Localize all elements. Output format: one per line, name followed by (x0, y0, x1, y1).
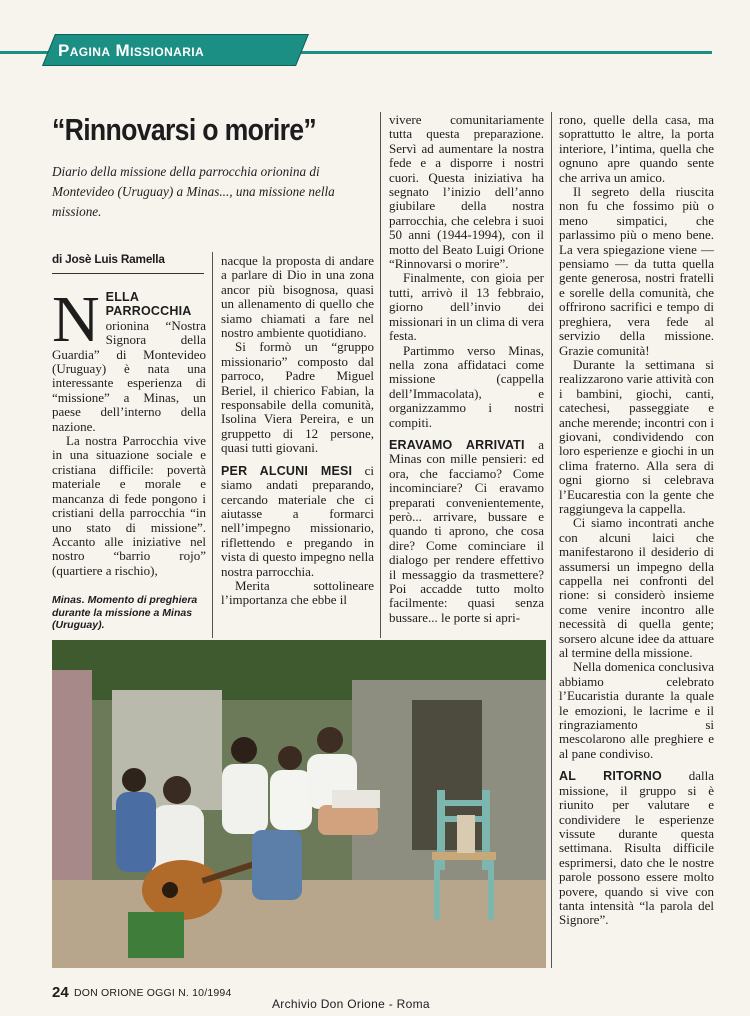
chair-leg (488, 860, 494, 920)
paragraph: Finalmente, con gioia per tutti, arrivò il 13 febbraio, giorno dell’invio dei missionari in un clima di vera festa. (389, 270, 544, 344)
person-head (163, 776, 191, 804)
guitar-soundhole (162, 882, 178, 898)
paragraph-text: orionina “Nostra Signora della Guardia” di Montevideo (Uruguay) è nata una interessante esperienza di “missione” a Minas, un paese dell’interno della nazione. (52, 317, 206, 434)
person-jeans (252, 830, 302, 900)
paragraph: nacque la proposta di andare a parlare di Dio in una zona ancor più bisognosa, quasi un allenamento di quello che siamo chiamati a fare nel nostro ambiente quotidiano. (221, 253, 374, 341)
chair-seat (432, 852, 496, 860)
text-column-1 (52, 283, 206, 590)
page-number: 24 (52, 984, 69, 1001)
text-column-4 (559, 113, 714, 968)
paragraph (52, 283, 206, 434)
drop-cap: N (52, 283, 100, 356)
photo-prayer-group (52, 640, 546, 968)
person-legs (318, 805, 378, 835)
person-head (317, 727, 343, 753)
paragraph: Ci siamo incontrati anche con alcuni laici che manifestarono il desiderio di assumersi un impegno della cappella nei confronti del rione: si considerò insieme come venire incontro alle necessità di quella gente; sorsero alcune idee da attuare al termine della missione. (559, 515, 714, 661)
paragraph-text: ci siamo andati preparando, cercando materiale che ci aiutasse a formarci nell’impegno missionario, riflettendo e pregando in vista di questo impegno nella nostra parrocchia. (221, 462, 374, 579)
photo-illustration (52, 640, 546, 968)
candle-stand (457, 815, 475, 853)
paragraph: Durante la settimana si realizzarono varie attività con i bambini, giochi, canti, catechesi, passeggiate e anche merende; incontri con i giovani, condividendo con loro esperienze e giochi in un clima fraterno. Alla sera di ogni giorno si celebrava l’Eucarestia con la gente che raggiungeva la cappella. (559, 356, 714, 516)
paragraph: Si formò un “gruppo missionario” composto dal parroco, Padre Miguel Beriel, il chierico Fabian, la responsabile della comunità, Isolina Viera Pereira, e un gruppetto di 12 persone, quasi tutti giovani. (221, 339, 374, 456)
person-blue-shirt (116, 792, 156, 872)
column-divider (380, 112, 381, 638)
column-divider (551, 112, 552, 968)
person-head (278, 746, 302, 770)
magazine-issue: DON ORIONE OGGI N. 10/1994 (74, 987, 232, 999)
archive-watermark: Archivio Don Orione - Roma (272, 997, 430, 1011)
paragraph-text: a Minas con mille pensieri: ed ora, che facciamo? Come incominciare? Ci eravamo preparati convenientemente, però... arrivare, bussare e quando ti aprono, che cosa dire? Come cominciare il dialogo per rendere effettivo il messaggio da trasmettere? Poi accadde tutto molto facilmente: quasi senza bussare... le porte si apri- (389, 436, 544, 625)
lead-in: ELLA PARROCCHIA (105, 290, 192, 319)
paragraph: Merita sottolineare l’importanza che ebbe il (221, 577, 374, 608)
paragraph: Nella domenica conclusiva abbiamo celebrato l’Eucaristia durante la quale le emozioni, le lacrime e il ringraziamento si mescolarono alle preghiere e al pane condiviso. (559, 659, 714, 761)
section-lead-in: ERAVAMO ARRIVATI (389, 437, 525, 452)
article-subtitle: Diario della missione della parrocchia orionina di Montevideo (Uruguay) a Minas..., una missione nella missione. (52, 164, 335, 219)
green-stool (128, 912, 184, 958)
paragraph: rono, quelle della casa, ma soprattutto le altre, la porta interiore, l’intima, quella che ognuno apre quando sente che arriva un amico. (559, 112, 714, 185)
paragraph-text: dalla missione, il gruppo si è riunito per valutare e condividere le esperienze vissute durante questa settimana. Risulta difficile esprimersi, dato che le nostre parole possono essere molto povere, quando si vive con tanta intensità “la parola del Signore”. (559, 768, 714, 928)
text-column-2 (221, 254, 374, 636)
column-divider (212, 252, 213, 638)
paragraph (559, 769, 714, 927)
paragraph (389, 438, 544, 625)
paragraph: Il segreto della riuscita non fu che fossimo più o meno simpatici, che parlassimo più o meno bene. La vera spiegazione viene — pensiamo — da tutta quella gente generosa, nostri fratelli e sorelle della comunità, che offrirono sacrifici e tempo di preghiera, vera fede al servizio della missione. Grazie comunità! (559, 184, 714, 358)
person-head (122, 768, 146, 792)
paragraph: La nostra Parrocchia vive in una situazione sociale e cristiana difficile: povertà materiale e morale e mancanza di fede pongono i cristiani della parrocchia “in uno stato di missione”. Accanto alle iniziative nel nostro “barrio rojo” (quartiere a rischio), (52, 433, 206, 578)
byline-rule (52, 273, 204, 274)
chair-leg (434, 860, 440, 920)
chair-rail (437, 800, 490, 806)
text-column-3 (389, 113, 544, 637)
article-title: “Rinnovarsi o morire” (52, 112, 317, 147)
person-white-shirt (270, 770, 312, 830)
open-book (332, 790, 380, 808)
photo-caption: Minas. Momento di preghiera durante la missione a Minas (Uruguay). (52, 594, 198, 632)
guitar (142, 860, 222, 920)
byline: di Josè Luis Ramella (52, 252, 165, 266)
person-head (231, 737, 257, 763)
section-lead-in: AL RITORNO (559, 769, 662, 784)
person-white-shirt (222, 764, 268, 834)
section-label: Pagina Missionaria (58, 41, 205, 60)
paragraph: vivere comunitariamente tutta questa preparazione. Servì ad aumentare la nostra fede e a disporre i nostri cuori. Questa iniziativa ha segnato l’inizio dell’anno giubilare della nostra parrocchia, che celebra i suoi 50 anni (1944-1994), con il motto del Beato Luigi Orione “Rinnovarsi o morire”. (389, 112, 544, 272)
section-lead-in: PER ALCUNI MESI (221, 463, 353, 478)
paragraph (221, 464, 374, 579)
paragraph: Partimmo verso Minas, nella zona affidataci come missione (cappella dell’Immacolata), e organizzammo i nostri compiti. (389, 342, 544, 430)
